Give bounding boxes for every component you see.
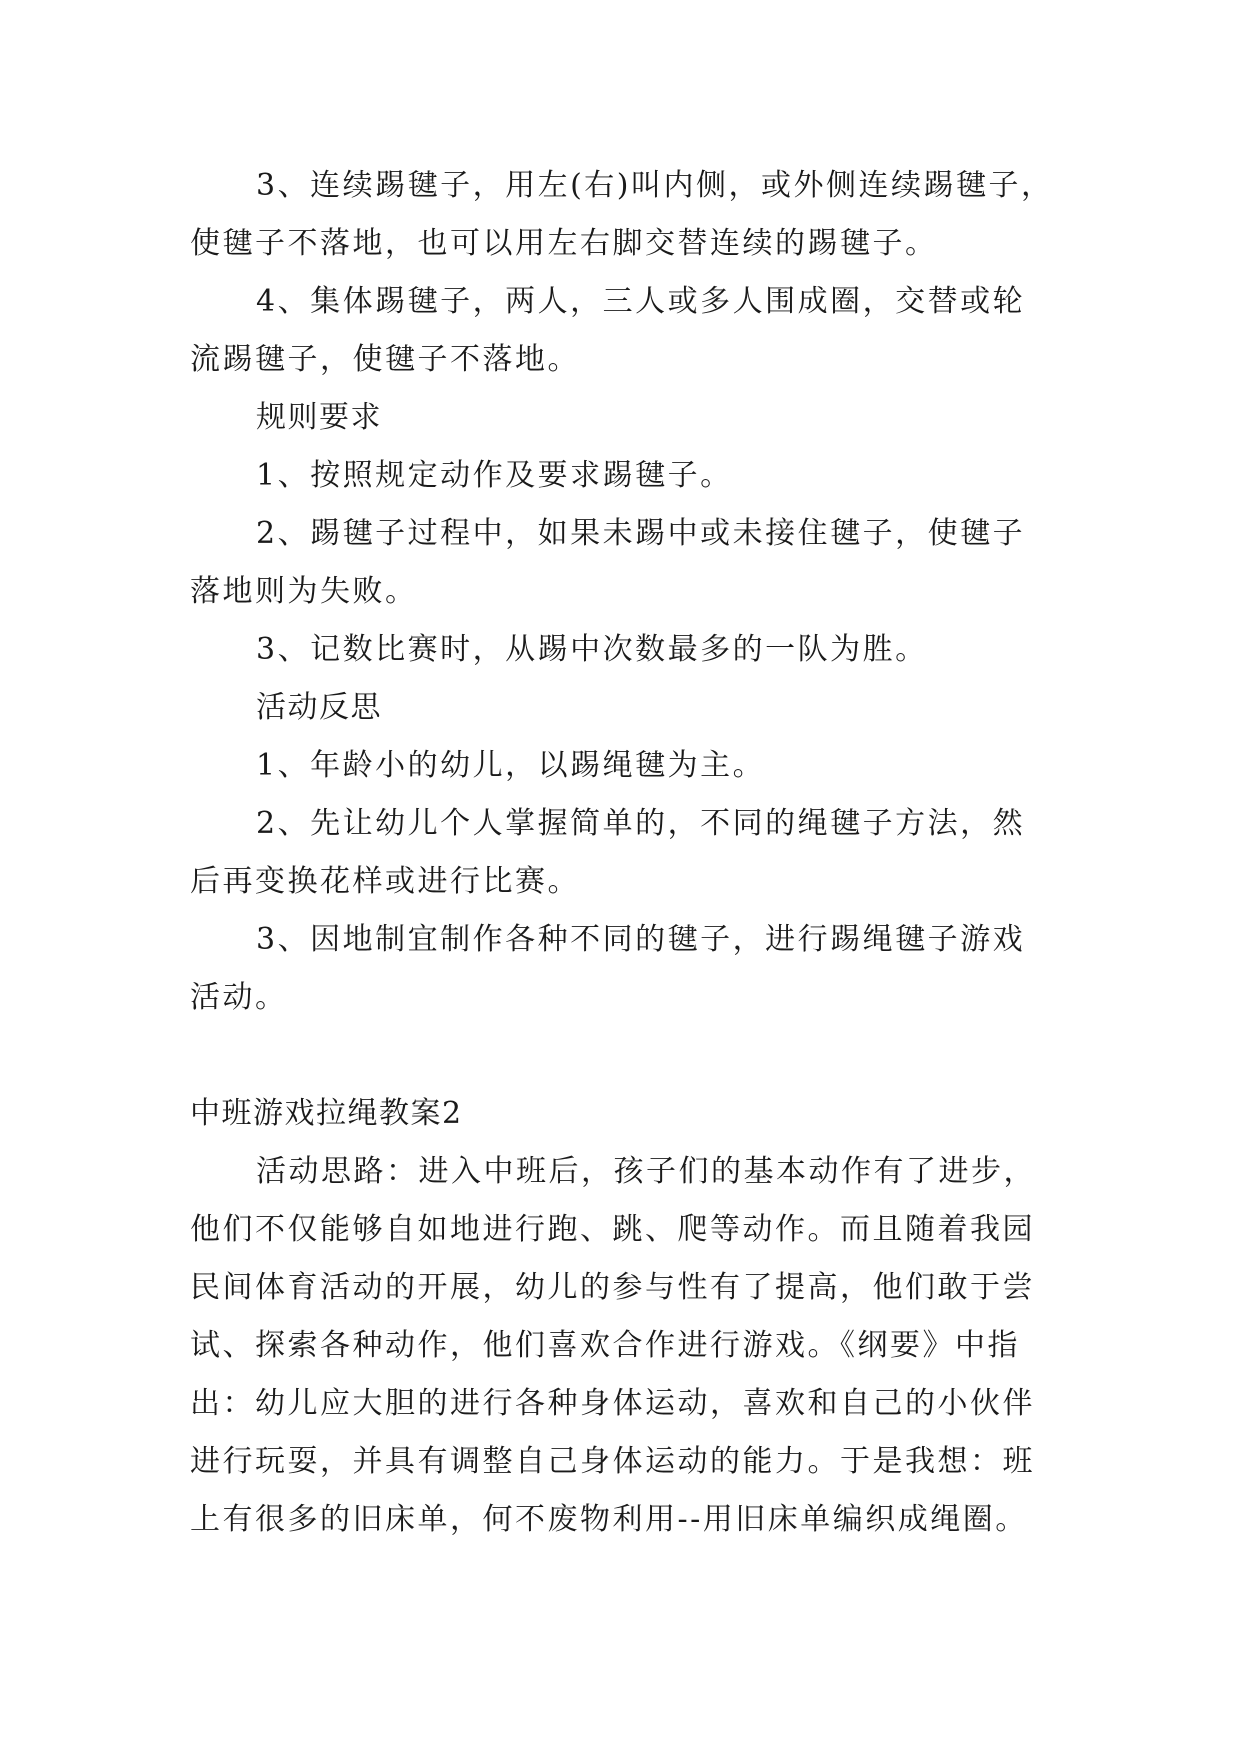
paragraph-line: 他们不仅能够自如地进行跑、跳、爬等动作。而且随着我园 xyxy=(190,1212,1035,1247)
paragraph-line: 活动。 xyxy=(190,980,288,1015)
paragraph-line: 后再变换花样或进行比赛。 xyxy=(190,864,580,899)
paragraph-line: 进行玩耍，并具有调整自己身体运动的能力。于是我想：班 xyxy=(190,1444,1035,1479)
paragraph-line: 试、探索各种动作，他们喜欢合作进行游戏。《纲要》中指 xyxy=(190,1328,1020,1363)
paragraph-line: 活动思路：进入中班后，孩子们的基本动作有了进步， xyxy=(256,1154,1036,1189)
paragraph-line: 民间体育活动的开展，幼儿的参与性有了提高，他们敢于尝 xyxy=(190,1270,1035,1305)
paragraph-line: 2、踢毽子过程中，如果未踢中或未接住毽子，使毽子 xyxy=(256,516,1026,551)
paragraph-line: 出：幼儿应大胆的进行各种身体运动，喜欢和自己的小伙伴 xyxy=(190,1386,1035,1421)
paragraph-line: 落地则为失败。 xyxy=(190,574,418,609)
paragraph-line: 使毽子不落地，也可以用左右脚交替连续的踢毽子。 xyxy=(190,226,938,261)
paragraph-line: 3、记数比赛时，从踢中次数最多的一队为胜。 xyxy=(256,632,928,667)
section-heading: 活动反思 xyxy=(256,690,382,725)
paragraph-line: 3、连续踢毽子，用左(右)叫内侧，或外侧连续踢毽子， xyxy=(256,168,1054,203)
paragraph-line: 上有很多的旧床单，何不废物利用--用旧床单编织成绳圈。 xyxy=(190,1502,1028,1537)
paragraph-line: 2、先让幼儿个人掌握简单的，不同的绳毽子方法，然 xyxy=(256,806,1026,841)
paragraph-line: 1、年龄小的幼儿，以踢绳毽为主。 xyxy=(256,748,766,783)
section-title: 中班游戏拉绳教案2 xyxy=(190,1096,463,1131)
section-heading: 规则要求 xyxy=(256,400,382,435)
paragraph-line: 1、按照规定动作及要求踢毽子。 xyxy=(256,458,733,493)
paragraph-line: 4、集体踢毽子，两人，三人或多人围成圈，交替或轮 xyxy=(256,284,1026,319)
paragraph-line: 3、因地制宜制作各种不同的毽子，进行踢绳毽子游戏 xyxy=(256,922,1026,957)
paragraph-line: 流踢毽子，使毽子不落地。 xyxy=(190,342,580,377)
